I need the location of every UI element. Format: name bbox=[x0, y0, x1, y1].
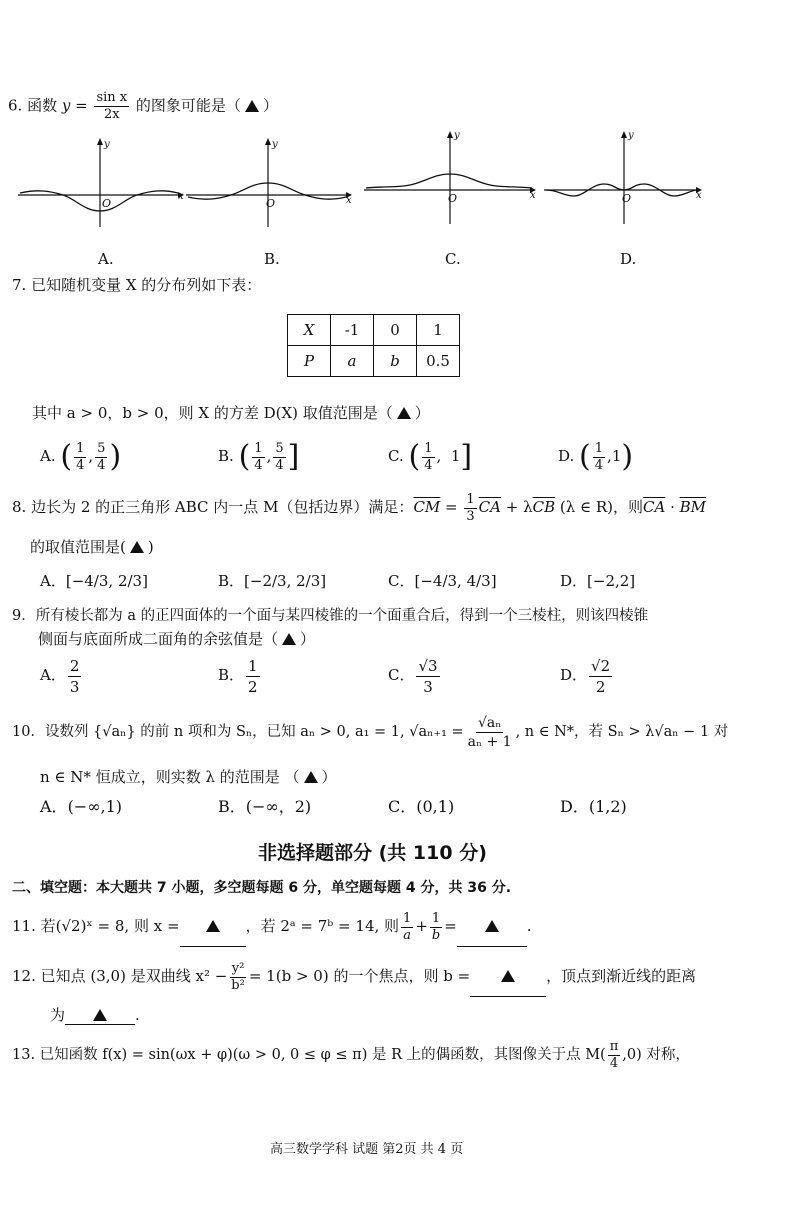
q10-line1: 10．设数列 {√aₙ} 的前 n 项和为 Sₙ，已知 aₙ > 0, a₁ = 1, √aₙ₊₁ = $\frac{\text{√aₙ}}{\text{aₙ + 1}}$ , n ∈ N*，若 Sₙ > λ√aₙ − 1 对 bbox=[12, 714, 729, 750]
q10-choice-c: C．(0,1) bbox=[388, 797, 455, 816]
answer-triangle-icon bbox=[397, 407, 411, 419]
fraction: $\frac{1}{2}$ bbox=[248, 656, 258, 696]
q7-table-wrap bbox=[287, 314, 460, 377]
q6-prefix: 6. 函数 bbox=[8, 96, 58, 115]
fraction: $\frac{\text{y²}}{\text{b²}}$ bbox=[231, 960, 245, 993]
q6-choice-d: D. bbox=[620, 250, 637, 268]
q7-condition-text: 其中 a > 0，b > 0，则 X 的方差 D(X) 取值范围是（ bbox=[32, 404, 393, 422]
vector-bm: $\overline{BM}$ bbox=[679, 498, 707, 516]
q6-frac-den: 2x bbox=[104, 107, 120, 122]
graph-a-y-label: y bbox=[104, 139, 110, 150]
q7-choice-b: B. ( $\frac{1}{4}$ , $\frac{5}{4}$ ] bbox=[218, 439, 300, 474]
graph-a-y-arrow bbox=[97, 138, 103, 145]
q9-line2: 侧面与底面所成二面角的余弦值是（ ） bbox=[38, 630, 316, 648]
graph-a-origin: O bbox=[102, 197, 112, 210]
fraction: $\frac{1}{3}$ bbox=[466, 491, 475, 524]
q7-choice-a: A. ( $\frac{1}{4}$ , $\frac{5}{4}$ ) bbox=[40, 439, 122, 474]
q8-text: 8. 边长为 2 的正三角形 ABC 内一点 M（包括边界）满足： bbox=[12, 498, 414, 516]
q7-condition-end: ） bbox=[414, 404, 430, 422]
table-cell: 0.5 bbox=[417, 346, 460, 377]
bracket: ] bbox=[287, 439, 300, 474]
graph-d-origin: O bbox=[622, 192, 632, 205]
q8-choice-d: D．[−2,2] bbox=[560, 572, 636, 590]
q9-choice-a: A． $\frac{2}{3}$ bbox=[40, 656, 80, 696]
table-cell: X bbox=[288, 315, 331, 346]
graph-c-svg bbox=[364, 128, 544, 228]
answer-blank bbox=[470, 956, 546, 997]
section-part2-header: 二、填空题：本大题共 7 小题，多空题每题 6 分，单空题每题 4 分，共 36 分. bbox=[12, 880, 512, 896]
q6-choice-b: B. bbox=[264, 250, 280, 268]
bracket: ( bbox=[579, 439, 591, 474]
answer-triangle-icon bbox=[304, 771, 318, 783]
answer-triangle-icon bbox=[282, 633, 296, 645]
graph-c-curve bbox=[366, 174, 532, 188]
choice-label: C. bbox=[388, 447, 404, 465]
answer-triangle-icon bbox=[206, 920, 220, 932]
q6-stem bbox=[8, 90, 278, 123]
q7-choice-d: D. ( $\frac{1}{4}$ ,1) bbox=[558, 439, 634, 474]
graph-c-y-arrow bbox=[447, 131, 453, 138]
bracket: ] bbox=[460, 439, 473, 474]
q12-line1: 12. 已知点 (3,0) 是双曲线 x² − $\frac{\text{y²}}{\text{b²}}$ = 1(b > 0) 的一个焦点，则 b = ，顶点到渐近线的距离 bbox=[12, 956, 696, 997]
q10-choice-b: B．(−∞，2) bbox=[218, 797, 312, 816]
fraction: $\frac{1}{4}$ bbox=[424, 440, 433, 473]
answer-blank bbox=[65, 1006, 135, 1025]
table-row bbox=[288, 346, 460, 377]
fraction: $\frac{5}{4}$ bbox=[97, 440, 106, 473]
fraction: $\frac{√3}{3}$ bbox=[418, 656, 438, 696]
graph-d-svg bbox=[544, 128, 714, 228]
choice-label: A. bbox=[40, 447, 56, 465]
bracket: ( bbox=[408, 439, 421, 474]
graph-b-y-arrow bbox=[265, 138, 271, 145]
q10-choice-a: A．(−∞,1) bbox=[40, 797, 123, 816]
q11-line: 11. 若(√2)ˣ = 8, 则 x = ，若 2ᵃ = 7ᵇ = 14, 则 $\frac{1}{a}$ + $\frac{1}{b}$ = . bbox=[12, 906, 532, 947]
q6-frac-num: sin x bbox=[96, 90, 128, 105]
q6-graph-d bbox=[544, 128, 714, 228]
graph-c-x-label: x bbox=[530, 190, 536, 201]
choice-label: D. bbox=[558, 447, 575, 465]
vector-ca: $\overline{CA}$ bbox=[478, 498, 501, 516]
q6-fn: y = bbox=[61, 96, 88, 115]
graph-b-origin: O bbox=[266, 197, 276, 210]
table-row bbox=[288, 315, 460, 346]
graph-d-y-arrow bbox=[621, 131, 627, 138]
q8-choice-c: C．[−4/3, 4/3] bbox=[388, 572, 497, 590]
q6-end: ） bbox=[262, 96, 278, 115]
answer-triangle-icon bbox=[245, 100, 259, 112]
q9-choice-d: D． $\frac{√2}{2}$ bbox=[560, 656, 611, 696]
q13-line: 13. 已知函数 f(x) = sin(ωx + φ)(ω > 0, 0 ≤ φ ≤ π) 是 R 上的偶函数，其图像关于点 M( $\frac{\pi}{4}$ ,0) 对称， bbox=[12, 1038, 690, 1071]
q9-line1: 9．所有棱长都为 a 的正四面体的一个面与某四棱锥的一个面重合后，得到一个三棱柱，则该四棱锥 bbox=[12, 608, 649, 624]
bracket: ) bbox=[621, 439, 634, 474]
fraction: $\frac{√2}{2}$ bbox=[591, 656, 611, 696]
table-cell: -1 bbox=[331, 315, 374, 346]
q6-suffix: 的图象可能是（ bbox=[135, 96, 241, 115]
fraction: $\frac{\text{√aₙ}}{\text{aₙ + 1}}$ bbox=[467, 714, 512, 750]
fraction: $\frac{2}{3}$ bbox=[69, 656, 80, 696]
bracket: ) bbox=[109, 439, 122, 474]
q8-line1: 8. 边长为 2 的正三角形 ABC 内一点 M（包括边界）满足：$\overline{CM}$ = $\frac{1}{3}$ $\overline{CA} + \lambda\overline{CB}$ (λ ∈ R)，则$\overline{CA} \cdot \overline{BM}$ bbox=[12, 491, 707, 524]
bracket: ( bbox=[238, 439, 251, 474]
graph-b-svg bbox=[186, 135, 356, 235]
q10-choice-d: D．(1,2) bbox=[560, 797, 627, 816]
q6-choice-a: A. bbox=[98, 250, 114, 268]
fraction: $\frac{\pi}{4}$ bbox=[609, 1038, 619, 1071]
q7-distribution-table bbox=[287, 314, 460, 377]
q9-choice-c: C． $\frac{√3}{3}$ bbox=[388, 656, 438, 696]
q9-choice-b: B． $\frac{1}{2}$ bbox=[218, 656, 258, 696]
graph-b-y-label: y bbox=[272, 139, 278, 150]
q6-graph-a bbox=[18, 135, 188, 235]
answer-triangle-icon bbox=[130, 541, 144, 553]
table-cell: 1 bbox=[417, 315, 460, 346]
graph-b-x-label: x bbox=[346, 195, 352, 206]
q10-line2: n ∈ N* 恒成立，则实数 λ 的范围是 （ ） bbox=[40, 768, 337, 786]
q6-choice-c: C. bbox=[445, 250, 461, 268]
table-cell: b bbox=[374, 346, 417, 377]
vector-cm: $\overline{CM}$ bbox=[413, 498, 441, 516]
page-footer: 高三数学学科 试题 第2页 共 4 页 bbox=[270, 1142, 464, 1157]
fraction: $\frac{1}{b}$ bbox=[431, 910, 441, 943]
answer-triangle-icon bbox=[501, 970, 515, 982]
q8-line2: 的取值范围是( ) bbox=[30, 538, 154, 556]
answer-blank bbox=[180, 906, 246, 947]
vector-ca: $\overline{CA}$ bbox=[643, 498, 666, 516]
graph-c-origin: O bbox=[448, 192, 458, 205]
bracket: ( bbox=[60, 439, 73, 474]
fraction: $\frac{1}{a}$ bbox=[403, 910, 412, 943]
q8-choice-a: A．[−4/3, 2/3] bbox=[40, 572, 148, 590]
q6-graph-c bbox=[364, 128, 544, 228]
vector-cb: $\overline{CB}$ bbox=[532, 498, 556, 516]
q8-choice-b: B．[−2/3, 2/3] bbox=[218, 572, 327, 590]
graph-d-y-label: y bbox=[628, 130, 634, 141]
choice-label: B. bbox=[218, 447, 234, 465]
q7-choice-c: C. ( $\frac{1}{4}$ , 1] bbox=[388, 439, 473, 474]
graph-c-y-label: y bbox=[454, 130, 460, 141]
fraction: $\frac{1}{4}$ bbox=[594, 440, 604, 473]
q7-stem: 7. 已知随机变量 X 的分布列如下表： bbox=[12, 276, 262, 294]
table-cell: 0 bbox=[374, 315, 417, 346]
graph-a-svg bbox=[18, 135, 188, 235]
fraction: $\frac{1}{4}$ bbox=[76, 440, 85, 473]
answer-triangle-icon bbox=[485, 920, 499, 932]
fraction: $\frac{1}{4}$ bbox=[254, 440, 263, 473]
table-cell: a bbox=[331, 346, 374, 377]
q7-condition bbox=[32, 402, 430, 423]
table-cell: P bbox=[288, 346, 331, 377]
graph-a-x-label: x bbox=[178, 191, 184, 202]
graph-d-x-label: x bbox=[696, 190, 702, 201]
q6-graph-b bbox=[186, 135, 356, 235]
answer-triangle-icon bbox=[93, 1009, 107, 1021]
q6-fraction bbox=[94, 90, 129, 123]
q12-line2: 为 . bbox=[50, 1006, 140, 1024]
graph-a-curve bbox=[20, 191, 178, 211]
answer-blank bbox=[457, 906, 527, 947]
section-title: 非选择题部分 (共 110 分) bbox=[258, 842, 487, 864]
fraction: $\frac{5}{4}$ bbox=[275, 440, 284, 473]
